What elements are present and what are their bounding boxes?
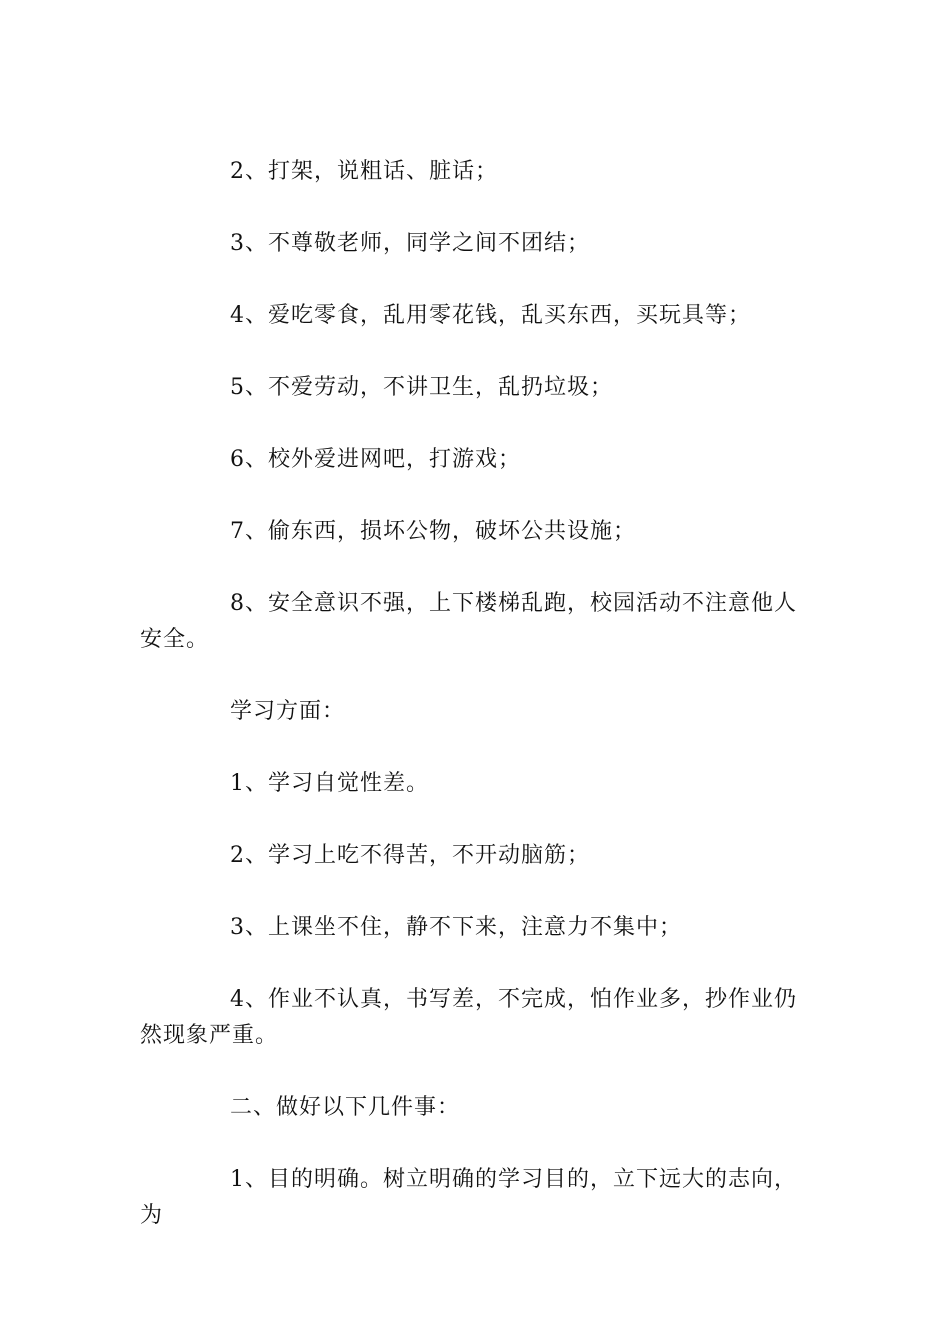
paragraph-fighting-swearing: 2、打架，说粗话、脏话； xyxy=(230,159,498,184)
paragraph-stealing-damage: 7、偷东西，损坏公物，破坏公共设施； xyxy=(230,519,636,544)
paragraph-homework: 4、作业不认真，书写差，不完成，怕作业多，抄作业仍然现象严重。 xyxy=(140,987,797,1048)
paragraph-safety-awareness: 8、安全意识不强，上下楼梯乱跑，校园活动不注意他人安全。 xyxy=(140,591,797,652)
paragraph-internet-cafe: 6、校外爱进网吧，打游戏； xyxy=(230,447,521,472)
paragraph-attention-class: 3、上课坐不住，静不下来，注意力不集中； xyxy=(230,915,682,940)
paragraph-clear-goals: 1、目的明确。树立明确的学习目的，立下远大的志向，为 xyxy=(140,1167,797,1228)
document-body xyxy=(140,154,815,1234)
paragraph-labor-hygiene: 5、不爱劳动，不讲卫生，乱扔垃圾； xyxy=(230,375,613,400)
section-heading-study: 学习方面： xyxy=(230,699,346,724)
paragraph-self-discipline: 1、学习自觉性差。 xyxy=(230,771,429,796)
paragraph-snacks-spending: 4、爱吃零食，乱用零花钱，乱买东西，买玩具等； xyxy=(230,303,751,328)
paragraph-disrespect-teachers: 3、不尊敬老师，同学之间不团结； xyxy=(230,231,590,256)
section-heading-tasks: 二、做好以下几件事： xyxy=(230,1095,461,1120)
paragraph-hardship-thinking: 2、学习上吃不得苦，不开动脑筋； xyxy=(230,843,590,868)
